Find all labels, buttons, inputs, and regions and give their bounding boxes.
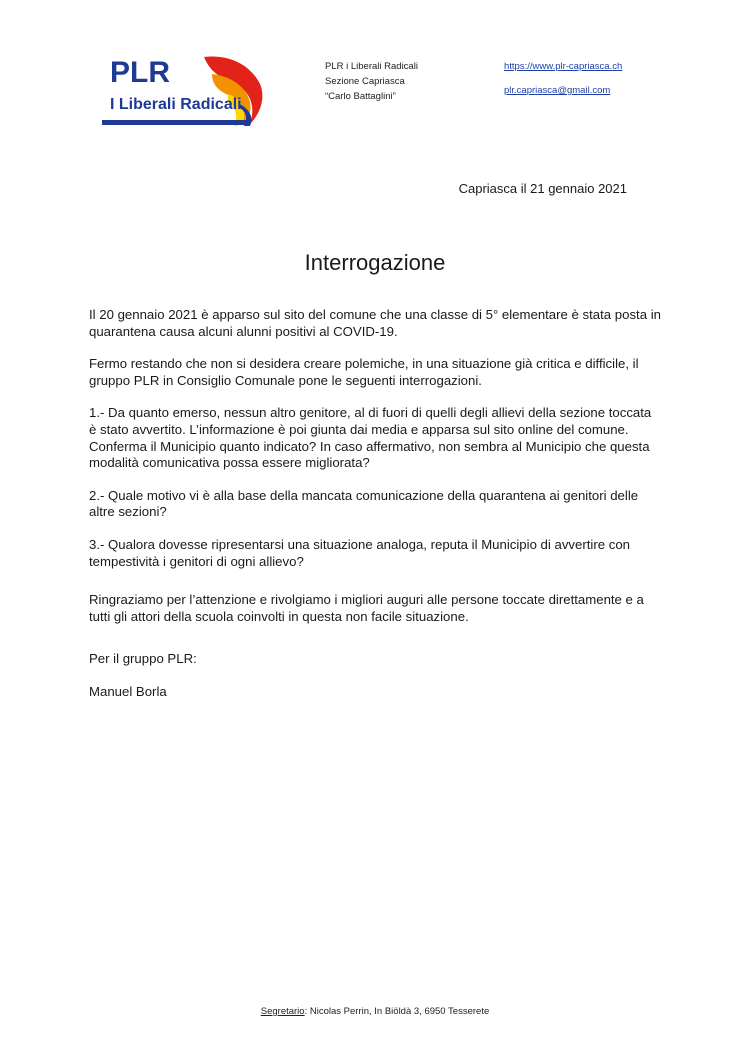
footer (0, 1006, 750, 1017)
document-body (89, 307, 661, 717)
paragraph: 3.- Qualora dovesse ripresentarsi una situazione analoga, reputa il Municipio di avvertire con tempestività i genitori di ogni allievo? (89, 536, 630, 569)
paragraph: Il 20 gennaio 2021 è apparso sul sito del comune che una classe di 5° elementare è stata posta in quarantena causa alcuni alunni positivi al COVID-19. (89, 307, 661, 339)
paragraph: 1.- Da quanto emerso, nessun altro genitore, al di fuori di quelli degli allievi della sezione toccata è stato avvertito. L’informazione è poi giunta dai media e apparsa sul sito online del comune. Conferma il Municipio quanto indicato? In caso affermativo, non sembra al Municipio che questa modalità comunicativa possa essere migliorata? (89, 405, 652, 471)
signature-name: Manuel Borla (89, 683, 167, 699)
plr-flame-icon (100, 54, 272, 130)
document-date: Capriasca il 21 gennaio 2021 (458, 181, 627, 196)
logo-text-plr: PLR (110, 56, 170, 89)
document-title: Interrogazione (304, 250, 446, 275)
signature-intro: Per il gruppo PLR: (89, 651, 197, 667)
paragraph: Ringraziamo per l’attenzione e rivolgiamo i migliori auguri alle persone toccate direttamente e a tutti gli attori della scuola coinvolti in questa non facile situazione. (89, 592, 644, 624)
footer-label: Segretario (260, 1006, 305, 1017)
website-link[interactable]: https://www.plr-capriasca.ch (504, 61, 623, 72)
org-line: “Carlo Battaglini” (325, 91, 396, 102)
contacts-block (504, 59, 622, 98)
plr-logo (100, 54, 272, 130)
organization-block (325, 59, 418, 104)
email-link[interactable]: plr.capriasca@gmail.com (504, 85, 611, 96)
org-line: Sezione Capriasca (325, 76, 405, 87)
org-line: PLR i Liberali Radicali (325, 61, 418, 72)
paragraph: Fermo restando che non si desidera creare polemiche, in una situazione già critica e difficile, il gruppo PLR in Consiglio Comunale pone le seguenti interrogazioni. (89, 356, 639, 388)
paragraph: 2.- Quale motivo vi è alla base della mancata comunicazione della quarantena ai genitori delle altre sezioni? (89, 487, 639, 520)
logo-text-liberali: I Liberali Radicali (110, 96, 242, 113)
footer-text: : Nicolas Perrin, In Biöldà 3, 6950 Tesserete (304, 1006, 490, 1017)
